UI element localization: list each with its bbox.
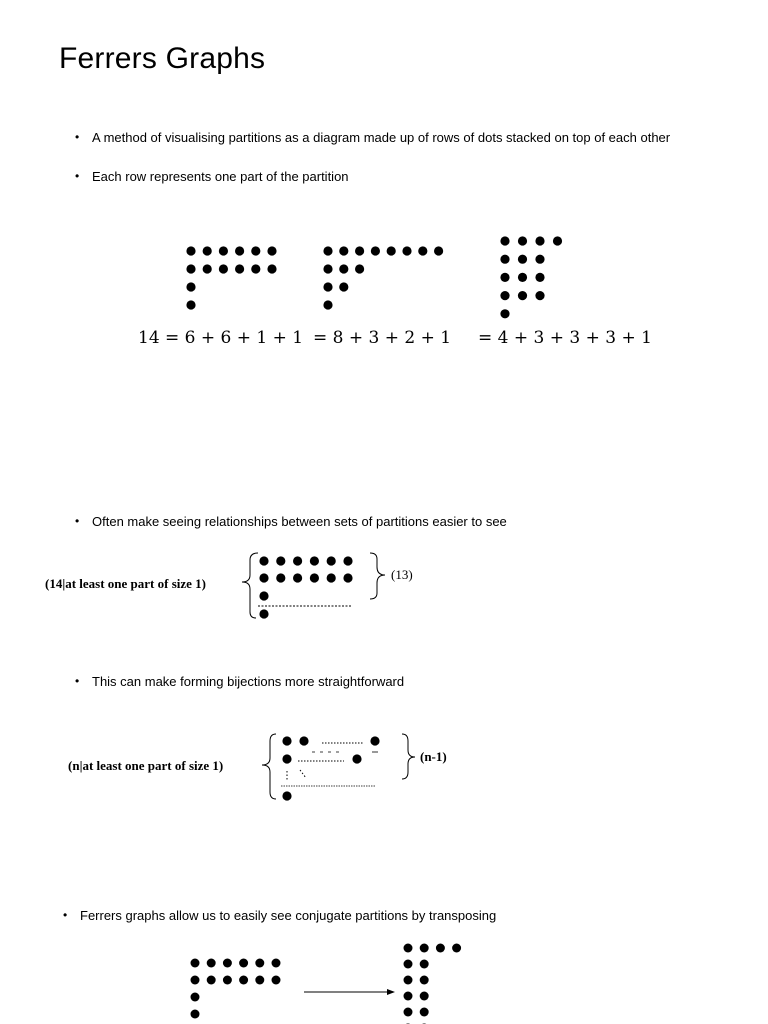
ferrers-dot	[355, 264, 364, 273]
ferrers-dot	[191, 976, 200, 985]
bullet-glyph: •	[75, 130, 80, 144]
ferrers-dot	[518, 236, 527, 245]
ferrers-dot	[500, 273, 509, 282]
connector-line	[300, 770, 306, 778]
ferrers-dot	[251, 246, 260, 255]
ferrers-dot	[219, 246, 228, 255]
ferrers-dot	[343, 573, 352, 582]
ferrers-dot	[370, 736, 379, 745]
relationship-n: 14	[49, 576, 63, 591]
bullet-text: This can make forming bijections more straightforward	[92, 674, 405, 689]
ferrers-dot	[500, 255, 509, 264]
ferrers-dot	[293, 573, 302, 582]
ferrers-dot	[352, 754, 361, 763]
ferrers-dot	[500, 236, 509, 245]
ferrers-dot	[420, 976, 429, 985]
bullet-glyph: •	[75, 514, 80, 528]
ferrers-dot	[299, 736, 308, 745]
ferrers-dot	[203, 264, 212, 273]
ferrers-dot	[207, 976, 216, 985]
ferrers-dot	[282, 736, 291, 745]
ferrers-dot	[223, 976, 232, 985]
bullet-text: Each row represents one part of the partition	[92, 169, 349, 184]
ferrers-dot	[387, 246, 396, 255]
ferrers-dot	[282, 791, 291, 800]
ferrers-dot	[323, 282, 332, 291]
ferrers-dot	[276, 556, 285, 565]
ferrers-dot	[310, 556, 319, 565]
ferrers-dot	[420, 992, 429, 1001]
bullet-glyph: •	[75, 674, 80, 688]
bullet-item	[63, 906, 497, 925]
bijection-n: n	[72, 758, 80, 773]
ferrers-dot	[282, 754, 291, 763]
ferrers-dot	[259, 591, 268, 600]
ferrers-dot	[186, 246, 195, 255]
ferrers-dot	[434, 246, 443, 255]
bullet-glyph: •	[63, 908, 68, 922]
bullet-text: Often make seeing relationships between sets of partitions easier to see	[92, 514, 507, 529]
ferrers-dot	[323, 264, 332, 273]
bullet-item	[75, 512, 507, 531]
ferrers-dot	[323, 246, 332, 255]
ferrers-dot	[259, 609, 268, 618]
ferrers-dot	[191, 993, 200, 1002]
bullet-text: A method of visualising partitions as a diagram made up of rows of dots stacked on top of each other	[92, 130, 671, 145]
right-brace	[402, 734, 415, 779]
page-title: Ferrers Graphs	[59, 42, 266, 75]
ferrers-dot	[535, 273, 544, 282]
relationship-left-label: (14|at least one part of size 1)	[45, 576, 207, 591]
ferrers-dot	[310, 573, 319, 582]
ferrers-dot	[255, 976, 264, 985]
ferrers-dot	[404, 976, 413, 985]
equation-3: = 4 + 3 + 3 + 3 + 1	[478, 328, 652, 348]
ferrers-dot	[339, 246, 348, 255]
conjugate-diagram	[191, 944, 462, 1024]
ferrers-dot	[323, 300, 332, 309]
ferrers-dot	[259, 573, 268, 582]
ferrers-dot	[235, 246, 244, 255]
ferrers-dot	[518, 255, 527, 264]
equation-1: 14 = 6 + 6 + 1 + 1	[138, 328, 304, 348]
ferrers-dot	[293, 556, 302, 565]
relationship-diagram	[242, 553, 385, 619]
ferrers-dot	[355, 246, 364, 255]
bijection-diagram	[262, 734, 415, 801]
ferrers-dot	[343, 556, 352, 565]
ferrers-dot	[402, 246, 411, 255]
partition-1-diagram	[186, 246, 276, 309]
bijection-left-label: (n|at least one part of size 1)	[68, 758, 224, 773]
ferrers-dot	[518, 273, 527, 282]
partition-3-diagram	[500, 236, 562, 318]
ferrers-dot	[186, 264, 195, 273]
ferrers-dot	[339, 282, 348, 291]
ferrers-dot	[327, 556, 336, 565]
ferrers-dot	[235, 264, 244, 273]
relationship-right-label: (13)	[391, 567, 413, 582]
ferrers-dot	[404, 992, 413, 1001]
ferrers-dot	[420, 1008, 429, 1017]
ferrers-dot	[251, 264, 260, 273]
left-brace	[262, 734, 276, 799]
ferrers-dot	[327, 573, 336, 582]
ferrers-dot	[500, 309, 509, 318]
bullet-glyph: •	[75, 169, 80, 183]
ferrers-dot	[276, 573, 285, 582]
ferrers-dot	[223, 959, 232, 968]
ferrers-dot	[191, 1010, 200, 1019]
ferrers-dot	[239, 959, 248, 968]
ferrers-dot	[267, 264, 276, 273]
ferrers-dot	[259, 556, 268, 565]
ferrers-dot	[500, 291, 509, 300]
ferrers-dot	[339, 264, 348, 273]
bullet-item	[75, 672, 405, 691]
ferrers-dot	[267, 246, 276, 255]
ferrers-dot	[404, 944, 413, 953]
ferrers-dot	[535, 236, 544, 245]
ferrers-dot	[186, 300, 195, 309]
bijection-right-label: (n-1)	[420, 749, 447, 764]
left-brace	[242, 553, 258, 618]
ferrers-dot	[219, 264, 228, 273]
ferrers-dot	[535, 255, 544, 264]
ferrers-dot	[553, 236, 562, 245]
ferrers-dot	[420, 944, 429, 953]
right-brace	[370, 553, 385, 599]
ferrers-dot	[420, 960, 429, 969]
ferrers-dot	[203, 246, 212, 255]
ferrers-dot	[452, 944, 461, 953]
ferrers-dot	[404, 1008, 413, 1017]
ferrers-dot	[186, 282, 195, 291]
bullet-text: Ferrers graphs allow us to easily see conjugate partitions by transposing	[80, 908, 497, 923]
ferrers-dot	[207, 959, 216, 968]
ferrers-dot	[255, 959, 264, 968]
ferrers-dot	[436, 944, 445, 953]
ferrers-dot	[191, 959, 200, 968]
ferrers-dot	[371, 246, 380, 255]
partition-2-diagram	[323, 246, 443, 309]
ferrers-dot	[518, 291, 527, 300]
ferrers-dot	[418, 246, 427, 255]
ferrers-dot	[404, 960, 413, 969]
equation-2: = 8 + 3 + 2 + 1	[313, 328, 452, 348]
ferrers-dot	[272, 959, 281, 968]
ferrers-dot	[535, 291, 544, 300]
arrow-icon	[387, 989, 395, 995]
ferrers-dot	[239, 976, 248, 985]
ferrers-dot	[272, 976, 281, 985]
